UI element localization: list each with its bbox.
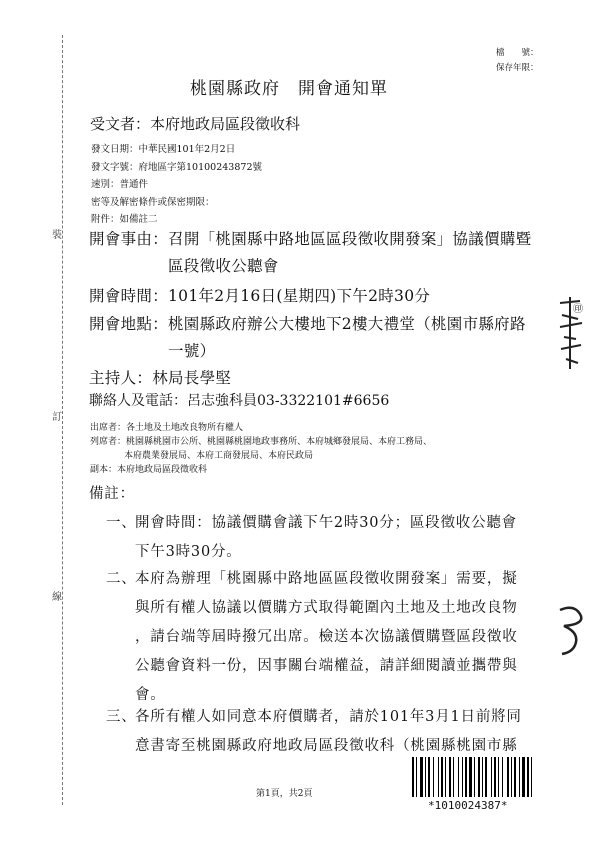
meeting-subject <box>89 227 531 249</box>
stamp-seal: ㊞ <box>573 304 583 315</box>
meeting-time: 開會時間：101年2月16日(星期四)下午2時30分 <box>89 287 431 305</box>
meta-block <box>91 141 262 229</box>
note-line: 下午3時30分。 <box>135 544 242 560</box>
note-line: 與所有權人協議以價購方式取得範圍內土地及土地改良物 <box>135 600 518 616</box>
attendees-observers-1: 列席者：桃園縣桃園市公所、桃園縣桃園地政事務所、本府城鄉發展局、本府工務局、 <box>90 437 433 447</box>
meeting-place-1: 開會地點：桃園縣政府辦公大樓地下2樓大禮堂（桃園市縣府路 <box>89 315 526 333</box>
note-2-text <box>135 565 518 710</box>
barcode-bars <box>408 755 568 799</box>
handwritten-mark <box>556 602 584 662</box>
binding-mark-xian: 線 <box>52 592 62 603</box>
attachment-line: 附件：如備註二 <box>91 214 158 225</box>
barcode-block <box>408 755 568 817</box>
meeting-subject-label: 開會事由： <box>89 230 169 248</box>
note-line: 開會時間：協議價購會議下午2時30分；區段徵收公聽會 <box>135 515 517 531</box>
barcode-number: *1010024387* <box>428 799 508 812</box>
meeting-place-2: 一號） <box>168 342 216 360</box>
meeting-subject-text-2: 區段徵收公聽會 <box>168 257 279 275</box>
retention-field <box>496 55 539 74</box>
meeting-subject-text-1: 召開「桃園縣中路地區區段徵收開發案」協議價購暨 <box>168 230 532 248</box>
note-line: 本府為辦理「桃園縣中路地區區段徵收開發案」需要，擬 <box>135 571 518 587</box>
page-number: 第1頁，共2頁 <box>256 789 313 799</box>
attendees-present: 出席者：各土地及土地改良物所有權人 <box>90 423 244 433</box>
retention-label: 保存年限： <box>496 63 539 73</box>
note-2-number: 二、 <box>106 571 137 587</box>
note-line: 意書寄至桃園縣政府地政局區段徵收科（桃園縣桃園市縣 <box>135 738 518 754</box>
binding-line <box>62 35 63 805</box>
document-title: 桃園縣政府 開會通知單 <box>190 79 388 99</box>
notes-heading: 備註： <box>89 486 135 502</box>
note-line: 會。 <box>135 687 166 703</box>
attendees-observers-2: 本府農業發展局、本府工商發展局、本府民政局 <box>124 451 314 461</box>
delivery-speed: 速別：普通件 <box>91 179 149 190</box>
meeting-host: 主持人：林局長學堅 <box>89 369 232 387</box>
note-line: 各所有權人如同意本府價購者，請於101年3月1日前將同 <box>135 709 522 725</box>
note-3-text <box>135 703 522 761</box>
note-line: 公聽會資料一份，因事關台端權益，請詳細閱讀並攜帶與 <box>135 658 518 674</box>
issue-date: 發文日期：中華民國101年2月2日 <box>91 144 236 155</box>
document-number: 發文字號：府地區字第10100243872號 <box>91 161 262 173</box>
binding-mark-ding: 訂 <box>52 412 62 423</box>
binding-mark-zhuang: 裝 <box>52 230 62 241</box>
file-number-label: 檔 號： <box>496 48 539 58</box>
note-1-number: 一、 <box>106 515 137 531</box>
note-line: ，請台端等屆時撥冗出席。檢送本次協議價購暨區段徵收 <box>135 629 518 645</box>
copy-recipient: 副本：本府地政局區段徵收科 <box>90 465 208 475</box>
meeting-contact: 聯絡人及電話：呂志強科員03-3322101#6656 <box>89 393 390 409</box>
recipient-line: 受文者：本府地政局區段徵收科 <box>90 115 301 133</box>
secrecy-level: 密等及解密條件或保密期限： <box>91 196 215 208</box>
note-1-text <box>135 509 517 567</box>
note-3-number: 三、 <box>106 709 137 725</box>
